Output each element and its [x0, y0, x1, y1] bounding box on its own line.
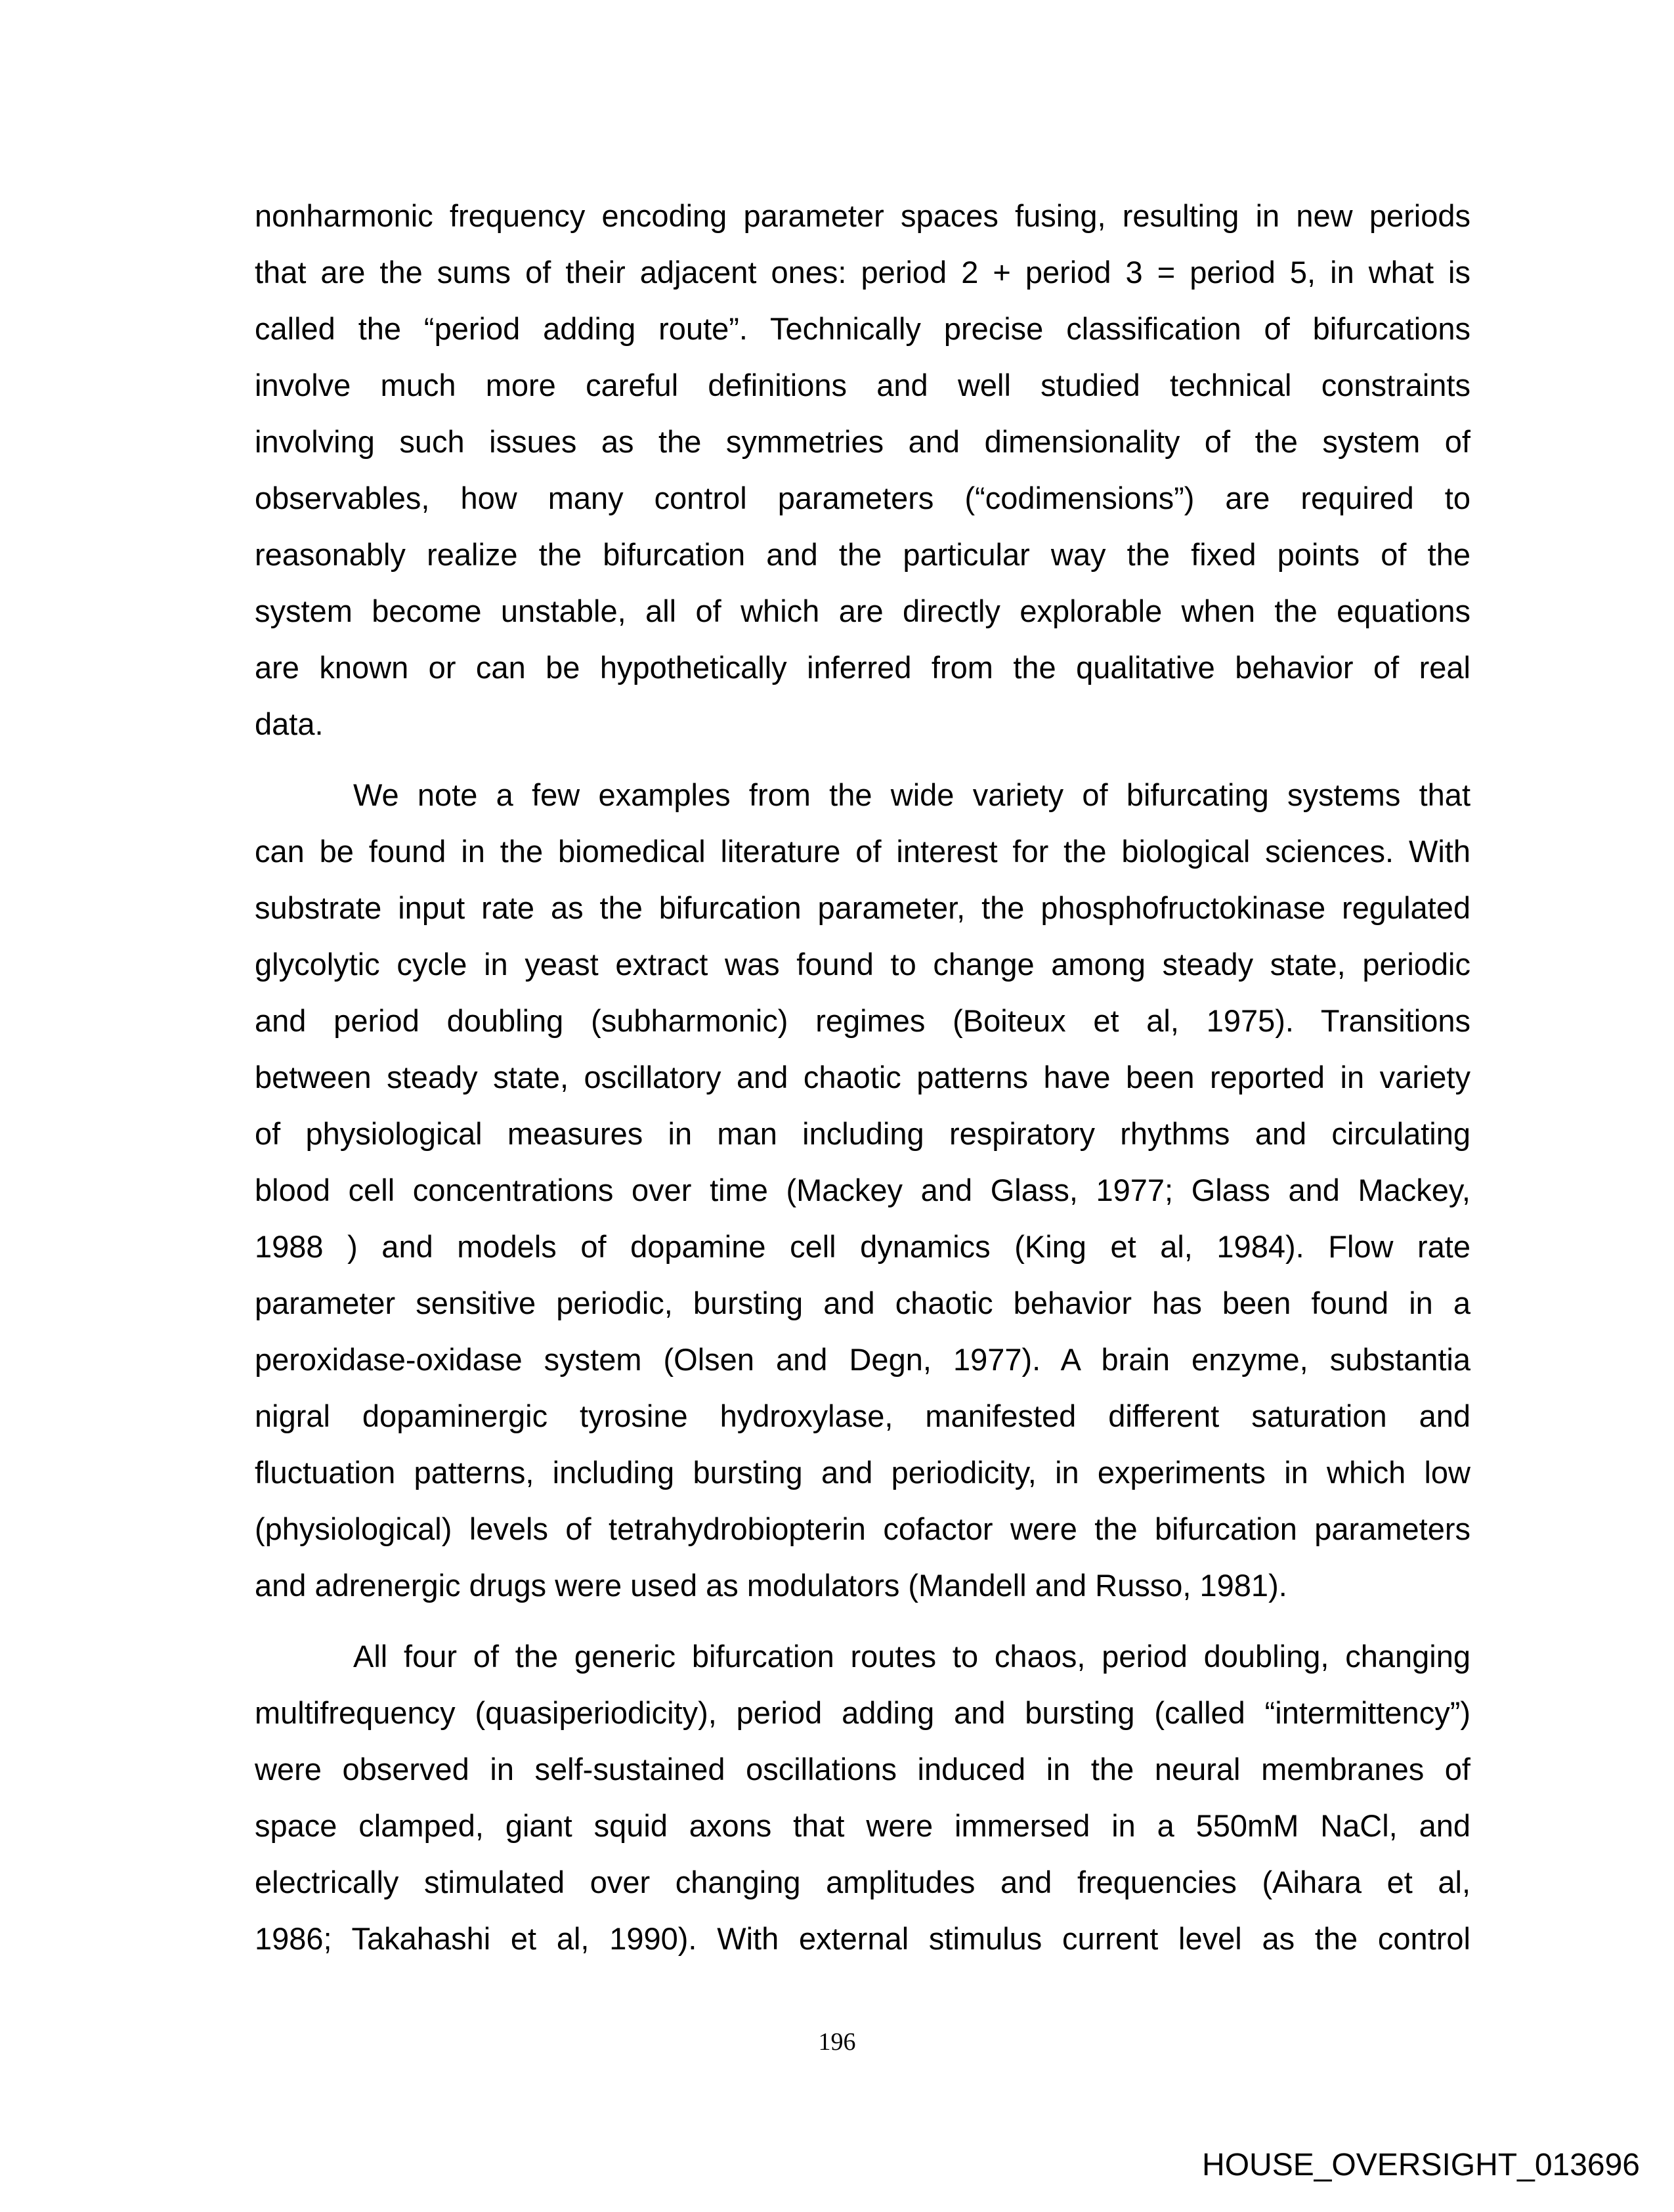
- text-line: of physiological measures in man including respiratory rhythms and circulating: [255, 1116, 1470, 1151]
- text-line: nonharmonic frequency encoding parameter spaces fusing, resulting in new periods: [255, 198, 1470, 233]
- page-number: 196: [818, 2028, 856, 2056]
- text-line: nigral dopaminergic tyrosine hydroxylase, manifested different saturation and: [255, 1399, 1470, 1433]
- text-line: peroxidase-oxidase system (Olsen and Degn, 1977). A brain enzyme, substantia: [255, 1342, 1470, 1377]
- text-line: (physiological) levels of tetrahydrobiopterin cofactor were the bifurcation parameters: [255, 1511, 1470, 1546]
- text-line: electrically stimulated over changing amplitudes and frequencies (Aihara et al,: [255, 1865, 1470, 1899]
- text-line: 1986; Takahashi et al, 1990). With external stimulus current level as the control: [255, 1921, 1470, 1956]
- text-line: parameter sensitive periodic, bursting and chaotic behavior has been found in a: [255, 1286, 1470, 1320]
- text-line: reasonably realize the bifurcation and the particular way the fixed points of the: [255, 537, 1470, 572]
- paragraph-gap: [255, 1619, 1470, 1634]
- paragraph: [255, 772, 1470, 1619]
- text-line: and adrenergic drugs were used as modulators (Mandell and Russo, 1981).: [255, 1568, 1287, 1603]
- text-line: space clamped, giant squid axons that were immersed in a 550mM NaCl, and: [255, 1808, 1470, 1843]
- text-line: that are the sums of their adjacent ones: period 2 + period 3 = period 5, in what is: [255, 255, 1470, 290]
- body-text: [255, 193, 1470, 1972]
- paragraph-gap: [255, 758, 1470, 772]
- bates-stamp: HOUSE_OVERSIGHT_013696: [1202, 2148, 1640, 2182]
- text-line: All four of the generic bifurcation routes to chaos, period doubling, changing: [353, 1639, 1470, 1674]
- text-line: and period doubling (subharmonic) regimes (Boiteux et al, 1975). Transitions: [255, 1003, 1470, 1038]
- text-line: data.: [255, 706, 324, 741]
- text-line: are known or can be hypothetically inferred from the qualitative behavior of real: [255, 650, 1470, 685]
- text-line: can be found in the biomedical literature of interest for the biological sciences. With: [255, 834, 1470, 869]
- text-line: substrate input rate as the bifurcation parameter, the phosphofructokinase regulated: [255, 890, 1470, 925]
- text-line: blood cell concentrations over time (Mackey and Glass, 1977; Glass and Mackey,: [255, 1173, 1470, 1207]
- paragraph: [255, 1634, 1470, 1972]
- paragraph: [255, 193, 1470, 758]
- text-line: called the “period adding route”. Technically precise classification of bifurcations: [255, 311, 1470, 346]
- text-line: between steady state, oscillatory and chaotic patterns have been reported in variety: [255, 1060, 1470, 1095]
- text-line: glycolytic cycle in yeast extract was found to change among steady state, periodic: [255, 947, 1470, 982]
- text-line: 1988 ) and models of dopamine cell dynamics (King et al, 1984). Flow rate: [255, 1229, 1470, 1264]
- text-line: multifrequency (quasiperiodicity), period adding and bursting (called “intermittency”): [255, 1695, 1470, 1730]
- text-line: involve much more careful definitions and well studied technical constraints: [255, 368, 1470, 402]
- text-line: We note a few examples from the wide variety of bifurcating systems that: [353, 777, 1470, 812]
- text-line: involving such issues as the symmetries and dimensionality of the system of: [255, 424, 1470, 459]
- text-line: system become unstable, all of which are directly explorable when the equations: [255, 594, 1470, 628]
- text-line: fluctuation patterns, including bursting and periodicity, in experiments in which low: [255, 1455, 1470, 1490]
- text-line: were observed in self-sustained oscillations induced in the neural membranes of: [255, 1752, 1470, 1787]
- text-line: observables, how many control parameters (“codimensions”) are required to: [255, 481, 1470, 515]
